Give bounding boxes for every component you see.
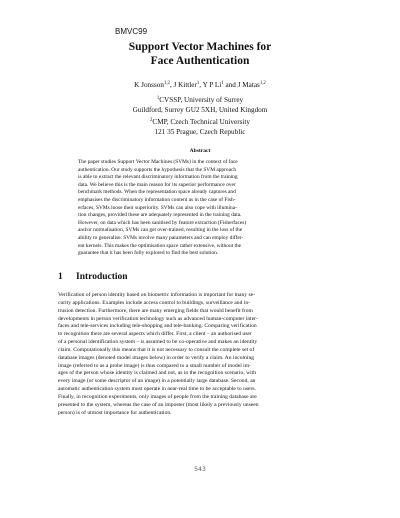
- abstract-line: tion changes, provided these are adequately represented in the training data.: [78, 212, 242, 219]
- body-line: Finally, in recognition experiments, only images of people from the training database are: [58, 393, 257, 400]
- body-line: person) is of utmost importance for authentication.: [58, 409, 172, 416]
- abstract-line: emphasises the discriminatory information content as in the case of Fish-: [78, 196, 236, 203]
- title-line: Support Vector Machines for: [128, 41, 272, 53]
- affiliation-1: [0, 95, 400, 115]
- abstract-line: data. We believe this is the main reason for its superior performance over: [78, 181, 236, 188]
- title-line: Face Authentication: [150, 55, 250, 67]
- author-affil-mark: 1: [196, 81, 200, 86]
- page-number: 543: [194, 465, 206, 473]
- affiliation-line: Guildford, Surrey GU2 5XH, United Kingdom: [132, 106, 268, 114]
- abstract-line: is able to extract the relevant discriminatory information from the training: [78, 174, 238, 181]
- paper-title: [0, 40, 400, 68]
- author-list: K Jonsson$^{1,2}$, J Kittler$^1$, Y P Li$^1$ and J Matas$^{1,2}$: [134, 81, 266, 89]
- body-line: automatic authentication system must operate in near-real time to be acceptable to users.: [58, 386, 256, 393]
- body-line: every image (or some descriptor of an image) in a potentially large database. Second, an: [58, 378, 256, 385]
- affiliation-line: 121 35 Prague, Czech Republic: [154, 128, 246, 136]
- abstract-line: The paper studies Support Vector Machines (SVMs) in the context of face: [78, 159, 238, 165]
- abstract-line: However, on data which has been sanitised by feature extraction (Fisherfaces): [78, 219, 247, 226]
- body-line: curity applications. Examples include access control to buildings, surveillance and in-: [58, 299, 250, 306]
- abstract-line: erfaces, SVMs loose their superiority. SVMs can also cope with illumina-: [78, 204, 237, 211]
- body-line: database images (denoted model images below) in order to verify a claim. An incoming: [58, 354, 255, 361]
- author-conjunction: and: [225, 81, 236, 89]
- body-line: developments in person verification technology such as advanced human-computer inter-: [58, 315, 258, 322]
- affiliation-mark: 1: [156, 96, 160, 101]
- abstract-line: ent kernels. This makes the optimisation space rather extensive, without the: [78, 242, 242, 249]
- body-line: of a personal identification system – is assumed to be co-operative and makes an identity: [58, 339, 258, 346]
- body-line: ages of the person whose identity is claimed and not, as in the recognition scenario, with: [58, 370, 257, 377]
- affiliation-text: CMP, Czech Technical University: [152, 118, 250, 126]
- affiliation-line: [0, 95, 400, 105]
- affiliation-mark: 2: [150, 118, 153, 123]
- author-affil-mark: 1,2: [259, 81, 266, 86]
- abstract-heading: Abstract: [189, 148, 211, 154]
- body-line: to recognition there are several aspects which differ. First, a client – an authorised user: [58, 331, 252, 338]
- body-line: claim. Computationally this means that it is not necessary to consult the complete set of: [58, 346, 255, 353]
- abstract-line: benchmark methods. When the representation space already captures and: [78, 189, 236, 196]
- author-name: K Jonsson: [134, 81, 164, 89]
- abstract-line: ability to generalise. SVMs involve many parameters and can employ differ-: [78, 234, 244, 241]
- author-affil-mark: 1: [221, 81, 224, 86]
- affiliation-2: [0, 117, 400, 137]
- body-line: Verification of person identity based on biometric information is important for many se-: [58, 292, 255, 298]
- venue-label: BMVC99: [115, 27, 148, 36]
- abstract-line: authentication. Our study supports the hypothesis that the SVM approach: [78, 166, 237, 173]
- section-heading: [58, 272, 128, 282]
- body-line: presented to the system, whereas the case of an imposter (most likely a previously unseen: [58, 401, 259, 408]
- author-name: Y P Li: [202, 81, 222, 89]
- abstract-body: [78, 159, 322, 258]
- body-line: faces and tele-services including tele-shopping and tele-banking. Comparing verification: [58, 323, 257, 330]
- section-title: Introduction: [76, 272, 128, 282]
- affiliation-line: [0, 117, 400, 127]
- author-name: J Kittler: [173, 81, 197, 89]
- introduction-body: [58, 292, 342, 418]
- body-line: image (referred to as a probe image) is thus compared to a small number of model im-: [58, 362, 251, 369]
- body-line: trusion detection. Furthermore, there are many emerging fields that would benefit from: [58, 307, 253, 314]
- abstract-line: and/or normalisation, SVMs can get over-trained, resulting in the loss of the: [78, 227, 243, 234]
- author-affil-mark: 1,2: [163, 81, 170, 86]
- abstract-line: guarantee that it has been fully explored to find the best solution.: [78, 250, 219, 257]
- affiliation-text: CVSSP, University of Surrey: [159, 96, 244, 104]
- section-number: 1: [58, 272, 63, 282]
- author-name: J Matas: [237, 81, 260, 89]
